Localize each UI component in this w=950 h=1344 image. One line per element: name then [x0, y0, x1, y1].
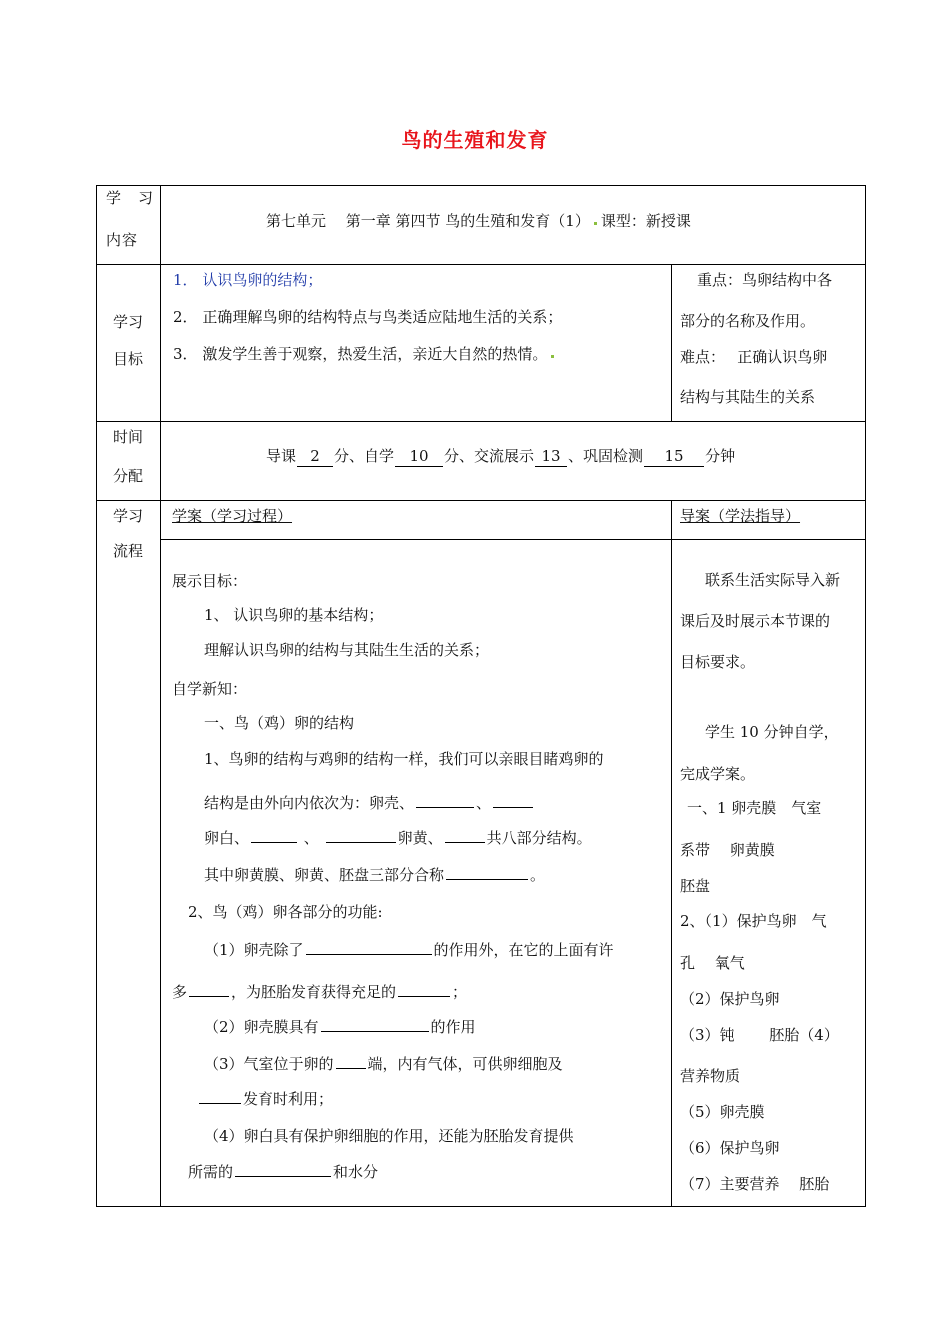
column-divider [671, 264, 672, 422]
fill-blank [445, 827, 485, 843]
row-label-content-1: 学 习 [106, 189, 155, 207]
goal-number: 1． [173, 271, 198, 289]
question-text [188, 1161, 378, 1182]
question-text [204, 1016, 476, 1037]
subsection-title: 一、鸟（鸡）卵的结构 [204, 714, 355, 732]
question-text: 1、鸟卵的结构与鸡卵的结构一样，我们可以亲眼目睹鸡卵的 [204, 750, 604, 768]
table-border-bottom [96, 1206, 866, 1207]
fill-text: （2）卵壳膜具有 [204, 1018, 319, 1036]
fill-text: ； [452, 983, 468, 1001]
answer-line: （6）保护鸟卵 [680, 1139, 780, 1157]
table-border-right [865, 185, 866, 1207]
row-label-time-1: 时间 [113, 428, 144, 446]
answer-line: 系带 卵黄膜 [680, 841, 775, 859]
mark-dot [551, 355, 554, 358]
row-label-goals-1: 学习 [113, 313, 144, 331]
answer-line: 2、（1）保护鸟卵 气 [680, 912, 827, 930]
goal-item [173, 270, 322, 290]
row-divider [96, 264, 866, 265]
fill-text: 其中卵黄膜、卵黄、胚盘三部分合称 [204, 866, 445, 884]
guide-plan-header: 导案（学法指导） [680, 507, 801, 525]
self-study-label: 分、自学 [334, 447, 395, 465]
table-border-top [96, 185, 866, 186]
fill-text: （3）气室位于卵的 [204, 1055, 334, 1073]
answer-line: （2）保护鸟卵 [680, 990, 780, 1008]
row-label-goals-2: 目标 [113, 350, 144, 368]
row-divider [96, 421, 866, 422]
question-text [204, 939, 614, 960]
study-plan-header: 学案（学习过程） [172, 507, 293, 525]
fill-text: 。 [530, 866, 546, 884]
content-value [266, 211, 691, 231]
fill-text: 卵白、 [204, 829, 250, 847]
time-allocation [266, 446, 735, 467]
difficult-point-line: 结构与其陆生的关系 [680, 388, 816, 406]
table-border-left [96, 185, 97, 1207]
section-self-study: 自学新知： [172, 680, 248, 698]
fill-text: 结构是由外向内依次为：卵壳、 [204, 794, 415, 812]
row-label-flow-1: 学习 [113, 507, 144, 525]
fill-text: 、 [476, 794, 492, 812]
fill-blank [493, 792, 533, 808]
fill-text: 和水分 [333, 1163, 379, 1181]
fill-blank [336, 1053, 366, 1069]
fill-text: 的作用外，在它的上面有许 [433, 941, 614, 959]
fill-blank [416, 792, 474, 808]
fill-text: 卵黄、 [397, 829, 443, 847]
fill-text: 所需的 [188, 1163, 234, 1181]
goal-item [173, 344, 558, 364]
goal-number: 3． [173, 345, 198, 363]
fill-blank [321, 1016, 429, 1032]
question-text: （4）卵白具有保护卵细胞的作用，还能为胚胎发育提供 [204, 1127, 574, 1145]
fill-blank [398, 981, 450, 997]
answer-line: （3）钝 胚胎（4） [680, 1026, 839, 1044]
goal-text: 正确理解鸟卵的结构特点与鸟类适应陆地生活的关系； [202, 308, 563, 326]
goal-line: 1、 认识鸟卵的基本结构； [204, 606, 384, 624]
share-label: 分、交流展示 [444, 447, 535, 465]
fill-blank [189, 981, 229, 997]
question-text [172, 981, 467, 1002]
row-label-flow-2: 流程 [113, 542, 144, 560]
share-minutes: 13 [535, 446, 567, 467]
question-text [204, 864, 545, 885]
fill-text: 的作用 [430, 1018, 476, 1036]
question-text [197, 1088, 333, 1109]
fill-blank [251, 827, 297, 843]
key-point-line: 重点：鸟卵结构中各 [697, 271, 833, 289]
course-type: 课型：新授课 [600, 212, 691, 230]
row-label-time-2: 分配 [113, 467, 144, 485]
answer-line: （5）卵壳膜 [680, 1103, 765, 1121]
fill-text: （1）卵壳除了 [204, 941, 304, 959]
unit-chapter-section: 第七单元 第一章 第四节 鸟的生殖和发育（1） [266, 212, 590, 230]
answer-line: 一、1 卵壳膜 气室 [687, 799, 822, 817]
fill-blank [306, 939, 432, 955]
section-show-goals: 展示目标： [172, 572, 248, 590]
intro-minutes: 2 [297, 446, 333, 467]
guide-line: 课后及时展示本节课的 [680, 612, 831, 630]
goal-text: 认识鸟卵的结构； [202, 271, 323, 289]
fill-text: 端，内有气体，可供卵细胞及 [367, 1055, 563, 1073]
guide-line: 联系生活实际导入新 [705, 571, 841, 589]
answer-line: （7）主要营养 胚胎 [680, 1175, 830, 1193]
minutes-label: 分钟 [705, 447, 736, 465]
guide-line: 学生 10 分钟自学， [705, 723, 839, 741]
question-text [204, 792, 535, 813]
question-text [204, 827, 592, 848]
page-title: 鸟的生殖和发育 [401, 128, 549, 152]
fill-text: 共八部分结构。 [486, 829, 592, 847]
mark-dot [594, 222, 597, 225]
header-divider [160, 539, 866, 540]
subsection-title: 2、鸟（鸡）卵各部分的功能: [188, 903, 383, 921]
key-point-line: 部分的名称及作用。 [680, 312, 816, 330]
answer-line: 营养物质 [680, 1067, 741, 1085]
difficult-point-line: 难点： 正确认识鸟卵 [680, 348, 828, 366]
guide-line: 完成学案。 [680, 765, 756, 783]
row-divider [96, 500, 866, 501]
row-label-content-2: 内容 [106, 231, 139, 249]
fill-text: 、 [303, 829, 319, 847]
test-label: 、巩固检测 [568, 447, 644, 465]
intro-label: 导课 [266, 447, 297, 465]
self-study-minutes: 10 [395, 446, 443, 467]
goal-text: 激发学生善于观察，热爱生活，亲近大自然的热情。 [202, 345, 548, 363]
column-divider [671, 500, 672, 1207]
fill-blank [199, 1088, 241, 1104]
fill-text: ，为胚胎发育获得充足的 [231, 983, 397, 1001]
fill-blank [235, 1161, 331, 1177]
label-column-divider [160, 185, 161, 1207]
test-minutes: 15 [644, 446, 704, 467]
answer-line: 孔 氧气 [680, 954, 745, 972]
answer-line: 胚盘 [680, 877, 711, 895]
guide-line: 目标要求。 [680, 653, 756, 671]
goal-line: 理解认识鸟卵的结构与其陆生生活的关系； [204, 641, 490, 659]
fill-text: 多 [172, 983, 188, 1001]
fill-text: 发育时利用； [243, 1090, 334, 1108]
fill-blank [446, 864, 528, 880]
fill-blank [326, 827, 396, 843]
question-text [204, 1053, 563, 1074]
goal-number: 2． [173, 308, 198, 326]
goal-item [173, 307, 562, 327]
